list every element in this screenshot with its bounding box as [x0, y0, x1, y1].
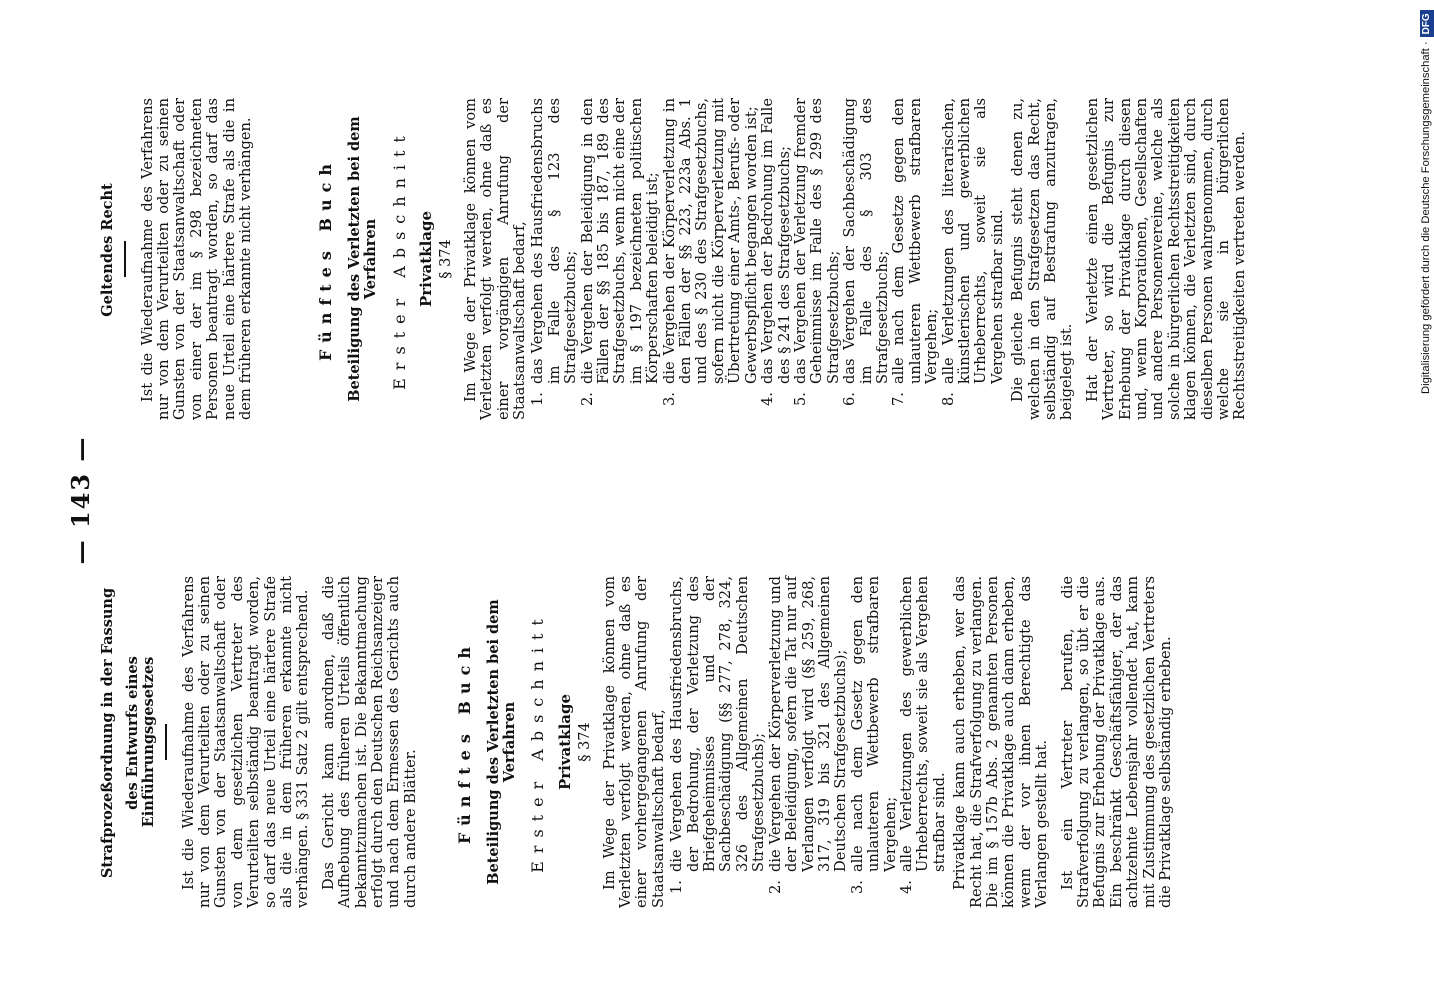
list-item-text: die Vergehen der Beleidigung in den Fällen der §§ 185 bis 187, 189 des Strafgesetzbuchs, wenn nicht eine der im § 197 bezeichneten politischen Körperschaften beleidigt ist; [578, 98, 662, 384]
list-item-number: 4. [897, 880, 915, 894]
right-column [100, 98, 1249, 420]
list-item-number: 3. [848, 880, 866, 894]
right-offence-list [530, 98, 1006, 420]
list-item-text: das Vergehen der Sachbeschädigung im Falle des § 303 des Strafgesetzbuchs; [841, 98, 891, 384]
digitization-credit-text [1416, 6, 1434, 394]
right-lead-paragraph: Im Wege der Privatklage können vom Verletzten verfolgt werden, ohne daß es einer vorgängigen Anrufung der Staatsanwaltschaft bedarf, [461, 98, 528, 420]
list-item-text: alle Verletzungen des gewerblichen Urheberrechts, soweit sie als Vergehen strafbar sind. [897, 576, 948, 872]
list-item-text: alle nach dem Gesetz gegen den unlauteren Wettbewerb strafbaren Vergehen; [848, 576, 899, 872]
left-book-heading: Fünftes Buch [455, 640, 475, 844]
page-number: — 143 — [66, 435, 95, 565]
list-item [941, 98, 1007, 420]
list-item-text: das Vergehen des Hausfriedensbruchs im Falle des § 123 des Strafgesetzbuchs; [529, 98, 580, 384]
left-book-title: Beteiligung des Verletzten bei dem Verfahren [484, 599, 518, 885]
list-item-number: 2. [578, 392, 596, 406]
list-item [891, 98, 940, 420]
list-item [768, 576, 850, 908]
left-intro-paragraph-2: Das Gericht kann anordnen, daß die Aufhebung des früheren Urteils öffentlich bekanntzumachen ist. Die Bekanntmachung erfolgt durch den Deutschen Reichsanzeiger und nach dem Ermessen des Gerichts auch durch andere Blätter. [319, 576, 419, 908]
list-item-number: 3. [660, 392, 678, 406]
right-closing-paragraph-2: Hat der Verletzte einen gesetzlichen Vertreter, so wird die Befugnis zur Erhebung der Privatklage durch diesen und, wenn Korporationen, Gesellschaften und andere Personenvereine, welche als solche in bürgerlichen Rechtsstreitigkeiten klagen können, die Verletzten sind, durch dieselben Personen wahrgenommen, durch welche sie in bürgerlichen Rechtsstreitigkeiten vertreten werden. [1083, 98, 1249, 420]
list-item [662, 98, 760, 420]
list-item [842, 98, 891, 420]
list-item [580, 98, 662, 420]
left-paragraph-title: Privatklage [555, 693, 574, 791]
left-closing-paragraph-2: Ist ein Vertreter berufen, die Strafverfolgung zu verlangen, so übt er die Befugnis zur Erhebung der Privatklage aus. Ein beschränkt Geschäftsfähiger, der das achtzehnte Lebensjahr vollendet hat, kann mit Zustimmung des gesetzlichen Vertreters die Privatklage selbständig erheben. [1058, 576, 1175, 908]
list-item [669, 576, 767, 908]
list-item-text: die Vergehen des Hausfriedensbruchs, der Bedrohung, der Verletzung des Briefgeheimnisses und der Sachbeschädigung (§§ 277, 278, 324, 326 des Allgemeinen Deutschen Strafgesetzbuchs); [668, 576, 768, 872]
digitization-credit [1416, 6, 1434, 394]
list-item [850, 576, 899, 908]
list-item-text: die Vergehen der Körperverletzung und der Beleidigung, sofern die Tat nur auf Verlangen verfolgt wird (§§ 259, 268, 317, 319 bis 321 des Allgemeinen Deutschen Strafgesetzbuchs); [766, 576, 850, 872]
list-item-number: 6. [841, 392, 859, 406]
list-item-number: 4. [759, 392, 777, 406]
heading-rule [124, 241, 126, 277]
list-item-text: alle nach dem Gesetze gegen den unlauteren Wettbewerb strafbaren Vergehen; [890, 98, 941, 384]
left-column-heading-line-2: des Entwurfs eines Einführungsgesetzes [124, 656, 157, 828]
list-item-number: 1. [668, 880, 686, 894]
list-item-number: 1. [529, 392, 547, 406]
left-paragraph-number: § 374 [577, 722, 594, 762]
right-paragraph-number: § 374 [438, 239, 455, 279]
list-item-text: das Vergehen der Verletzung fremder Geheimnisse im Falle des § 299 des Strafgesetzbuchs; [791, 98, 842, 384]
right-book-heading: Fünftes Buch [316, 157, 336, 361]
list-item [760, 98, 793, 420]
left-section-heading: Erster Abschnitt [528, 611, 548, 873]
heading-rule [165, 724, 167, 760]
list-item [899, 576, 948, 908]
digitization-note: Digitalisierung gefördert durch die Deutsche Forschungsgemeinschaft · [1420, 41, 1432, 394]
list-item-text: das Vergehen der Bedrohung im Falle des § 241 des Strafgesetzbuchs; [759, 98, 793, 384]
right-section-heading: Erster Abschnitt [389, 128, 409, 390]
left-offence-list [669, 576, 948, 908]
list-item-number: 7. [890, 392, 908, 406]
left-lead-paragraph: Im Wege der Privatklage können vom Verletzten verfolgt werden, ohne daß es einer vorhergegangenen Anrufung der Staatsanwaltschaft bedarf, [600, 576, 667, 908]
list-item [530, 98, 579, 420]
list-item-text: alle Verletzungen des literarischen, künstlerischen und gewerblichen Urheberrechts, soweit sie als Vergehen strafbar sind. [939, 98, 1006, 384]
right-paragraph-title: Privatklage [416, 210, 435, 308]
list-item-number: 2. [766, 880, 784, 894]
left-column-heading-line-1: Strafprozeßordnung in der Fassung [99, 587, 116, 879]
left-closing-paragraph-1: Privatklage kann auch erheben, wer das Recht hat, die Strafverfolgung zu verlangen. Die im § 157b Abs. 2 genannten Personen können die Privatklage auch dann erheben, wenn der vor ihnen Berechtigte das Verlangen gestellt hat. [951, 576, 1051, 908]
list-item-number: 5. [791, 392, 809, 406]
right-closing-paragraph-1: Die gleiche Befugnis steht denen zu, welchen in den Strafgesetzen das Recht, selbständig auf Bestrafung anzutragen, beigelegt ist. [1009, 98, 1076, 420]
left-intro-paragraph-1: Ist die Wiederaufnahme des Verfahrens nur von dem Verurteilten oder zu seinen Gunsten von der Staatsanwaltschaft oder von dem gesetzlichen Vertreter des Verurteilten selbständig beantragt worden, so darf das neue Urteil eine härtere Strafe als die in dem früheren erkannte nicht verhängen. § 331 Satz 2 gilt entsprechend. [179, 576, 312, 908]
list-item-text: die Vergehen der Körperverletzung in den Fällen der §§ 223, 223a Abs. 1 und des § 230 des Strafgesetzbuchs, sofern nicht die Körperverletzung mit Übertretung einer Amts-, Berufs- oder Gewerbspflicht begangen worden ist; [660, 98, 760, 384]
right-intro-paragraph: Ist die Wiederaufnahme des Verfahrens nur von dem Verurteilten oder zu seinen Gunsten von der Staatsanwaltschaft oder von einer der im § 298 bezeichneten Personen beantragt worden, so darf das neue Urteil eine härtere Strafe als die in dem früheren erkannte nicht verhängen. [138, 98, 254, 420]
left-column [100, 576, 1174, 908]
right-column-heading: Geltendes Recht [99, 183, 116, 317]
list-item [793, 98, 842, 420]
list-item-number: 8. [939, 392, 957, 406]
right-book-title: Beteiligung des Verletzten bei dem Verfahren [345, 116, 380, 402]
dfg-logo: DFG [1420, 10, 1434, 37]
